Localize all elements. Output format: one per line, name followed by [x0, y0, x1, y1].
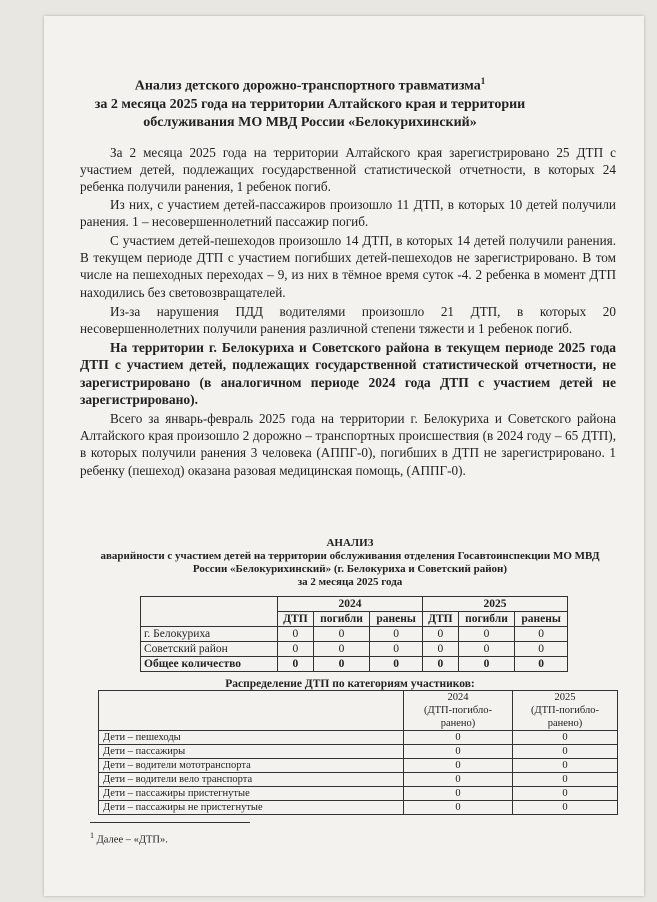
table-cell: 0	[458, 642, 514, 657]
row-label: Советский район	[141, 642, 278, 657]
table-cell: 0	[422, 657, 458, 672]
analysis-heading: АНАЛИЗ	[326, 537, 374, 549]
table-row	[141, 642, 568, 657]
table-cell: 0	[458, 627, 514, 642]
empty-header-cell	[99, 691, 404, 731]
row-label: г. Белокуриха	[141, 627, 278, 642]
analysis-heading-block	[84, 537, 616, 589]
table-cell: 0	[404, 801, 513, 815]
table-cell: 0	[313, 627, 369, 642]
paragraph-4: Из-за нарушения ПДД водителями произошло 21 ДТП, в которых 20 несовершеннолетних получили ранения различной степени тяжести и 1 ребенок погиб.	[80, 303, 616, 337]
document-body	[80, 144, 616, 479]
col-injured-2025: ранены	[515, 612, 568, 627]
table-cell: 0	[404, 759, 513, 773]
document-title	[60, 72, 560, 132]
table-row	[141, 627, 568, 642]
table-cell: 0	[404, 745, 513, 759]
col-2024-header	[404, 691, 513, 731]
table-cell: 0	[278, 657, 314, 672]
table-row	[99, 745, 618, 759]
table-cell: 0	[422, 627, 458, 642]
table-cell: 0	[370, 657, 423, 672]
empty-header-cell	[141, 597, 278, 627]
footnote-divider	[90, 822, 250, 823]
territory-table	[140, 596, 568, 672]
title-line-2: за 2 месяца 2025 года на территории Алтайского края и территории	[94, 96, 526, 112]
category-table	[98, 690, 618, 815]
table-cell: 0	[513, 801, 618, 815]
table-cell: 0	[515, 642, 568, 657]
table-cell: 0	[278, 627, 314, 642]
table-cell: 0	[513, 731, 618, 745]
paragraph-2: Из них, с участием детей-пассажиров произошло 11 ДТП, в которых 10 детей получили ранения. 1 – несовершеннолетний пассажир погиб.	[80, 196, 616, 229]
table-cell: 0	[515, 627, 568, 642]
row-label: Дети – водители мототранспорта	[99, 759, 404, 773]
table-cell: 0	[278, 642, 314, 657]
table-cell: 0	[313, 642, 369, 657]
table-cell: 0	[370, 642, 423, 657]
table-cell: 0	[422, 642, 458, 657]
title-line-3: обслуживания МО МВД России «Белокурихинский»	[143, 114, 477, 130]
col-dtp-2024: ДТП	[278, 612, 314, 627]
col-2024-sub: (ДТП-погибло-ранено)	[423, 705, 492, 729]
table-row	[99, 731, 618, 745]
table-cell: 0	[513, 745, 618, 759]
table-cell: 0	[513, 773, 618, 787]
title-line-1: Анализ детского дорожно-транспортного травматизма	[134, 78, 481, 94]
footnote-mark: 1	[90, 831, 94, 840]
footnote	[90, 831, 168, 846]
col-2025-sub: (ДТП-погибло-ранено)	[530, 705, 599, 729]
paragraph-1: За 2 месяца 2025 года на территории Алтайского края зарегистрировано 25 ДТП с участием детей, подлежащих государственной статистической отчетности, в которых 24 ребенка получили ранения, 1 ребенок погиб.	[80, 145, 616, 195]
col-killed-2025: погибли	[458, 612, 514, 627]
row-label: Дети – пешеходы	[99, 731, 404, 745]
table-cell: 0	[404, 773, 513, 787]
row-label: Дети – пассажиры пристегнутые	[99, 787, 404, 801]
table-cell: 0	[404, 787, 513, 801]
table-cell: 0	[515, 657, 568, 672]
col-2025-year: 2025	[554, 692, 576, 703]
col-2024-year: 2024	[447, 692, 469, 703]
category-table-heading: Распределение ДТП по категориям участников:	[225, 678, 475, 690]
table-row	[99, 759, 618, 773]
paragraph-5: На территории г. Белокуриха и Советского района в текущем периоде 2025 года ДТП с участием детей, подлежащих государственной статистической отчетности, не зарегистрировано (в аналогичном периоде 2024 года ДТП с участием детей не зарегистрировано).	[80, 340, 616, 407]
analysis-subheading: аварийности с участием детей на территории обслуживания отделения Госавтоинспекции МО МВД России «Белокурихинский» (г. Белокуриха и Советский район)	[100, 550, 600, 575]
title-footnote-mark: 1	[480, 76, 486, 86]
footnote-text: Далее – «ДТП».	[96, 834, 168, 846]
table-cell: 0	[404, 731, 513, 745]
col-injured-2024: ранены	[370, 612, 423, 627]
year-2025-header: 2025	[422, 597, 567, 612]
table-cell: 0	[313, 657, 369, 672]
col-2025-header	[513, 691, 618, 731]
table-row	[99, 801, 618, 815]
paragraph-6: Всего за январь-февраль 2025 года на территории г. Белокуриха и Советского района Алтайского края произошло 2 дорожно – транспортных происшествия (в 2024 году – 65 ДТП), в которых получили ранения 3 человека (АППГ-0), погибших в ДТП не зарегистрировано. 1 ребенку (пешеход) оказана разовая медицинская помощь, (АППГ-0).	[80, 411, 616, 478]
table-cell: 0	[513, 787, 618, 801]
row-label: Дети – водители вело транспорта	[99, 773, 404, 787]
total-row	[141, 657, 568, 672]
analysis-period: за 2 месяца 2025 года	[297, 576, 403, 588]
paragraph-3: С участием детей-пешеходов произошло 14 ДТП, в которых 14 детей получили ранения. В текущем периоде ДТП с участием погибших детей-пешеходов не зарегистрировано. В том числе на пешеходных переходах – 9, из них в тёмное время суток -4. 2 ребенка в момент ДТП находились без световозвращателей.	[80, 233, 616, 300]
table-row	[99, 787, 618, 801]
table-cell: 0	[458, 657, 514, 672]
row-label: Дети – пассажиры не пристегнутые	[99, 801, 404, 815]
col-killed-2024: погибли	[313, 612, 369, 627]
col-dtp-2025: ДТП	[422, 612, 458, 627]
table-row	[99, 773, 618, 787]
table-cell: 0	[370, 627, 423, 642]
year-2024-header: 2024	[278, 597, 423, 612]
table-cell: 0	[513, 759, 618, 773]
row-label: Общее количество	[141, 657, 278, 672]
row-label: Дети – пассажиры	[99, 745, 404, 759]
